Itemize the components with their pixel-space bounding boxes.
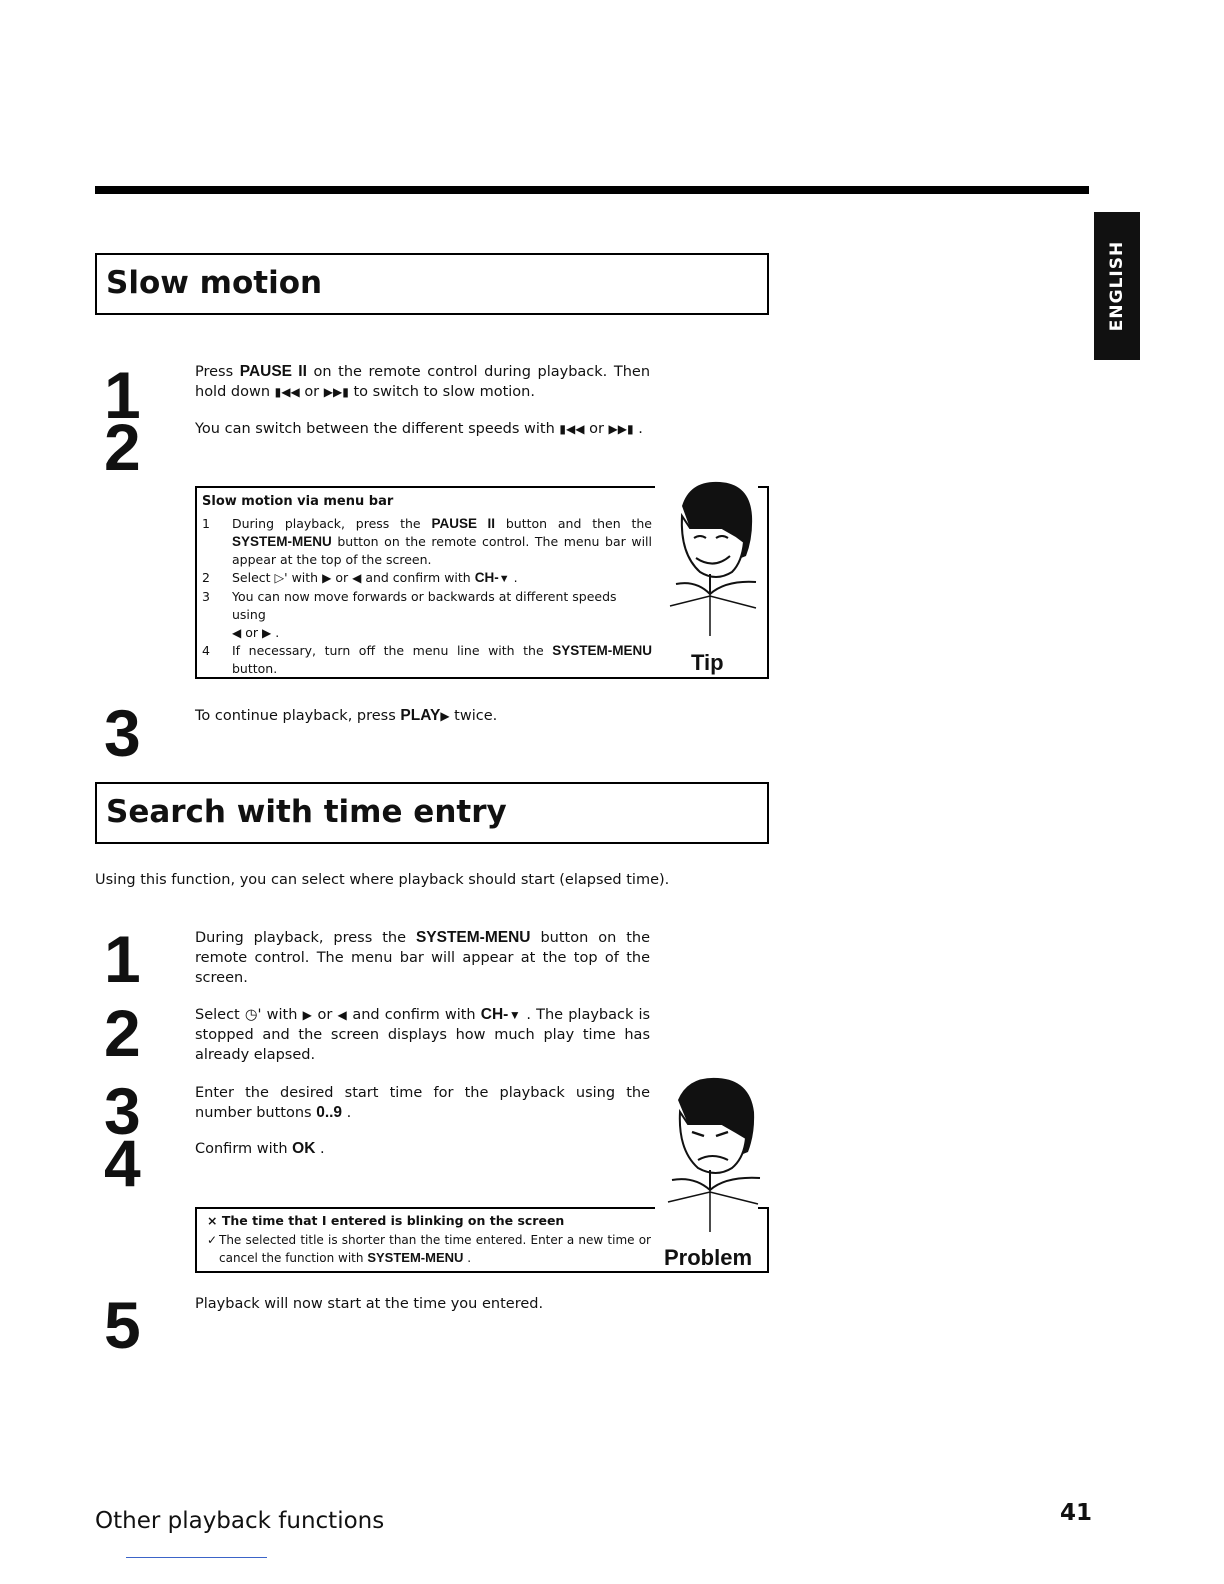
step-number: 2 [104,996,141,1070]
footer-underline [126,1557,267,1558]
tip-label: Tip [691,650,724,675]
step-text: You can switch between the different speeds with ▮◀◀ or ▶▶▮ . [195,421,643,437]
top-rule [95,186,1089,194]
check-icon: ✓ [207,1233,218,1247]
tip-item: 3 You can now move forwards or backwards at different speeds using ◀ or ▶ . [202,589,617,640]
previous-icon: ▮◀◀ [559,422,585,436]
step-number: 5 [104,1288,141,1362]
step-number: 1 [104,922,141,996]
frowning-man-illustration [660,1074,765,1239]
language-tab [1094,212,1140,360]
step-number: 3 [104,696,141,770]
page-number: 41 [1060,1500,1093,1526]
intro-text: Using this function, you can select where playback should start (elapsed time). [95,872,670,888]
step-number: 3 [104,1074,141,1148]
search-time-heading-box [95,782,769,844]
slow-motion-icon: ▷ [274,570,285,585]
step-text: Playback will now start at the time you entered. [195,1296,544,1312]
step-text: During playback, press the SYSTEM-MENU button on the remote control. The menu bar will appear at the top of the screen. [195,929,651,986]
search-time-heading: Search with time entry [106,794,507,830]
tip-item: 2 Select ▷' with ▶ or ◀ and confirm with CH-▼ . [202,570,518,585]
step-number: 2 [104,410,141,484]
problem-label: Problem [664,1245,753,1270]
step-number: 1 [104,358,141,432]
language-tab-label: ENGLISH [1107,240,1127,332]
step-number: 4 [104,1126,141,1200]
problem-answer: ✓ The selected title is shorter than the time entered. Enter a new time or cancel the function with SYSTEM-MENU . [207,1233,651,1265]
time-search-icon: ◷ [244,1007,258,1023]
next-icon: ▶▶▮ [608,422,634,436]
smiling-man-illustration [660,476,765,646]
step-text: Press PAUSE II on the remote control during playback. Then hold down ▮◀◀ or ▶▶▮ to switch to slow motion. [195,363,651,400]
tip-item: 4 If necessary, turn off the menu line with the SYSTEM-MENU button. [202,643,652,676]
previous-icon: ▮◀◀ [274,385,300,399]
footer-section-name: Other playback functions [95,1508,385,1534]
step-text: To continue playback, press PLAY▶ twice. [195,707,498,724]
step-text: Confirm with OK . [195,1140,325,1157]
slow-motion-heading: Slow motion [106,265,323,301]
problem-question: The time that I entered is blinking on the screen [221,1213,565,1228]
slow-motion-heading-box [95,253,769,315]
tip-item: 1 During playback, press the PAUSE II button and then the SYSTEM-MENU button on the remote control. The menu bar will appear at the top of the screen. [202,516,652,567]
cross-icon: × [207,1213,218,1228]
step-text: Enter the desired start time for the playback using the number buttons 0..9 . [195,1085,650,1121]
tip-title: Slow motion via menu bar [202,494,394,509]
step-text: Select ◷' with ▶ or ◀ and confirm with CH-▼ . The playback is stopped and the screen displays how much play time has already elapsed. [195,1006,651,1063]
next-icon: ▶▶▮ [323,385,349,399]
